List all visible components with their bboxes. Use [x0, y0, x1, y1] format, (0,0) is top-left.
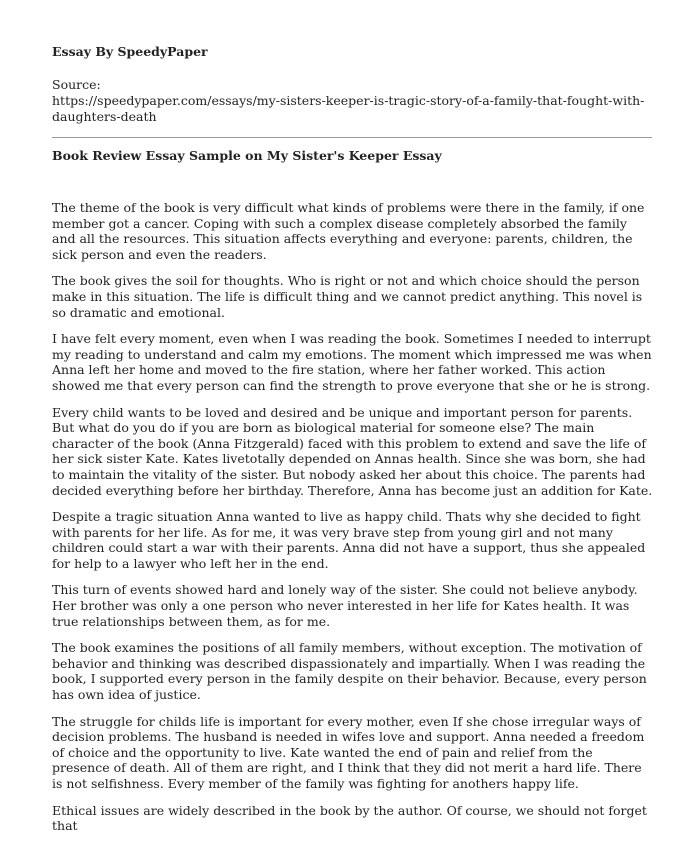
paragraph: Ethical issues are widely described in the book by the author. Of course, we should not forget that — [52, 802, 647, 834]
document-title: Essay By SpeedyPaper — [52, 44, 208, 59]
paragraph: The theme of the book is very difficult what kinds of problems were there in the family, if one member got a cancer. Coping with such a complex disease completely absorbed the family and all the resources. This situation affects everything and everyone: parents, children, the sick person and even the readers. — [52, 200, 645, 262]
paragraph: Despite a tragic situation Anna wanted to live as happy child. Thats why she decided to fight with parents for her life. As for me, it was very brave step from young girl and not many children could start a war with their parents. Anna did not have a support, thus she appealed for help to a lawyer who left her in the end. — [52, 509, 646, 571]
source-label: Source: — [52, 77, 101, 92]
paragraph: The struggle for childs life is important for every mother, even If she chose irregular ways of decision problems. The husband is needed in wifes love and support. Anna needed a freedom of choice and the opportunity to live. Kate wanted the end of pain and relief from the presence of death. All of them are right, and I think that they did not merit a hard life. There is not selfishness. Every member of the family was fighting for anothers happy life. — [52, 713, 645, 791]
paragraph: The book gives the soil for thoughts. Who is right or not and which choice should the person make in this situation. The life is difficult thing and we cannot predict anything. This novel is so dramatic and emotional. — [52, 273, 643, 320]
header-divider — [52, 137, 652, 138]
source-url: https://speedypaper.com/essays/my-sisters-keeper-is-tragic-story-of-a-family-that-fought-with-daughters-death — [52, 93, 645, 124]
paragraph: This turn of events showed hard and lonely way of the sister. She could not believe anybody. Her brother was only a one person who never interested in her life for Kates health. It was true relationships between them, as for me. — [52, 582, 638, 629]
essay-body — [52, 200, 654, 845]
document-header — [52, 44, 652, 125]
paragraph: I have felt every moment, even when I was reading the book. Sometimes I needed to interrupt my reading to understand and calm my emotions. The moment which impressed me was when Anna left her home and moved to the fire station, where her father worked. This action showed me that every person can find the strength to prove everyone that she or he is strong. — [52, 331, 652, 393]
paragraph: Every child wants to be loved and desired and be unique and important person for parents. But what do you do if you are born as biological material for someone else? The main character of the book (Anna Fitzgerald) faced with this problem to extend and save the life of her sick sister Kate. Kates livetotally depended on Annas health. Since she was born, she had to maintain the vitality of the sister. But nobody asked her about this choice. The parents had decided everything before her birthday. Therefore, Anna has become just an addition for Kate. — [52, 404, 653, 498]
essay-title: Book Review Essay Sample on My Sister's Keeper Essay — [52, 148, 442, 163]
paragraph: The book examines the positions of all family members, without exception. The motivation of behavior and thinking was described dispassionately and impartially. When I was reading the book, I supported every person in the family despite on their behavior. Because, every person has own idea of justice. — [52, 640, 647, 703]
